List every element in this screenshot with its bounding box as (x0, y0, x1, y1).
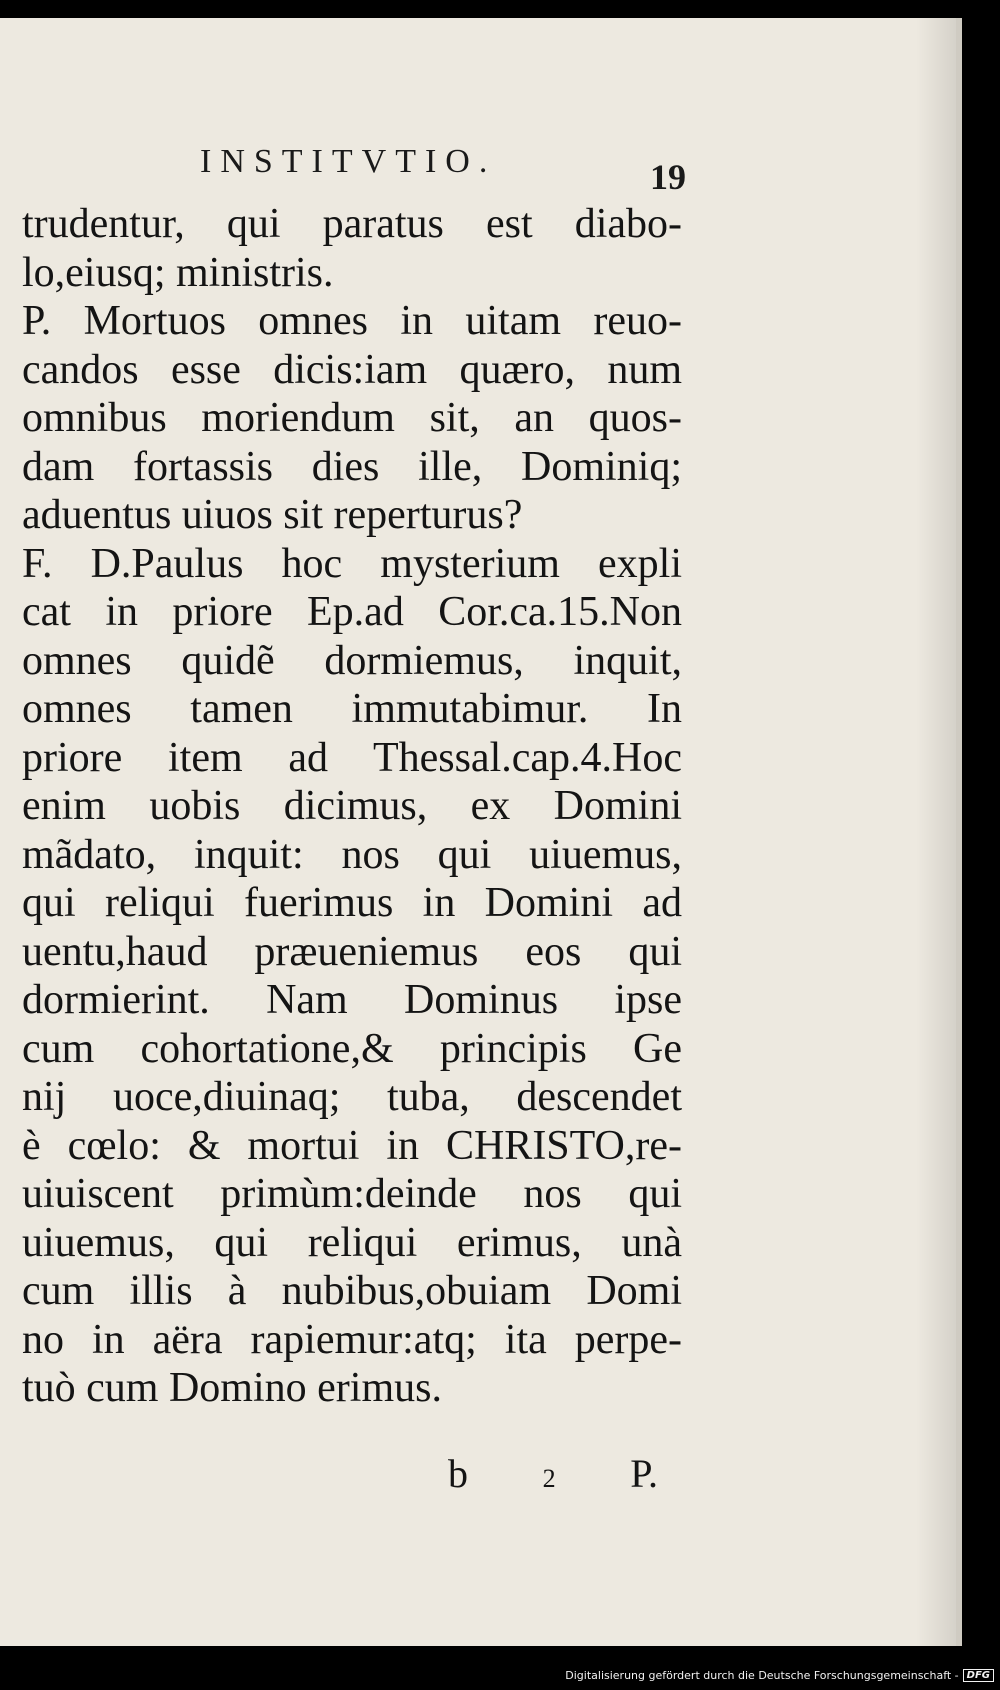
text-line: uentu,haud præueniemus eos qui (22, 928, 682, 975)
signature-letter: b (448, 1451, 468, 1496)
signature-mark (448, 1450, 658, 1497)
digitization-credit (565, 1669, 994, 1682)
text-line: priore item ad Thessal.cap.4.Hoc (22, 734, 682, 781)
text-line: P. Mortuos omnes in uitam reuo- (22, 298, 682, 344)
text-line: uiuiscent primùm:deinde nos qui (22, 1171, 682, 1217)
text-line: nij uoce,diuinaq; tuba, descendet (22, 1074, 682, 1120)
text-line: omnibus moriendum sit, an quos- (22, 395, 682, 441)
text-line: omnes tamen immutabimur. In (22, 686, 682, 732)
text-line: F. D.Paulus hoc mysterium expli (22, 540, 682, 587)
text-line: enim uobis dicimus, ex Domini (22, 783, 682, 829)
text-line: aduentus uiuos sit reperturus? (22, 492, 523, 538)
page-number: 19 (650, 157, 686, 197)
dfg-logo: DFG (963, 1669, 994, 1682)
text-line: cum illis à nubibus,obuiam Domi (22, 1268, 682, 1314)
text-line: no in aëra rapiemur:atq; ita perpe- (22, 1316, 682, 1363)
text-line: omnes quidẽ dormiemus, inquit, (22, 637, 682, 684)
gutter-shadow (916, 18, 956, 1646)
book-page (0, 18, 962, 1646)
text-line: qui reliqui fuerimus in Domini ad (22, 880, 682, 926)
text-line: lo,eiusq; ministris. (22, 249, 334, 296)
text-line: trudentur, qui paratus est diabo- (22, 201, 682, 247)
running-head: INSTITVTIO. (200, 143, 497, 180)
credit-text: Digitalisierung gefördert durch die Deutsche Forschungsgemeinschaft - (565, 1669, 959, 1682)
text-line: cat in priore Ep.ad Cor.ca.15.Non (22, 589, 682, 635)
text-line: candos esse dicis:iam quæro, num (22, 346, 682, 393)
text-line: mãdato, inquit: nos qui uiuemus, (22, 831, 682, 878)
text-line: dormierint. Nam Dominus ipse (22, 977, 682, 1023)
text-line: cum cohortatione,& principis Ge (22, 1025, 682, 1072)
signature-number: 2 (542, 1464, 556, 1493)
text-line: tuò cum Domino erimus. (22, 1365, 442, 1411)
catchword: P. (630, 1451, 658, 1496)
text-line: è cœlo: & mortui in CHRISTO,re- (22, 1122, 682, 1169)
text-line: uiuemus, qui reliqui erimus, unà (22, 1219, 682, 1266)
text-block (22, 200, 682, 1413)
text-line: dam fortassis dies ille, Dominiq; (22, 443, 682, 490)
